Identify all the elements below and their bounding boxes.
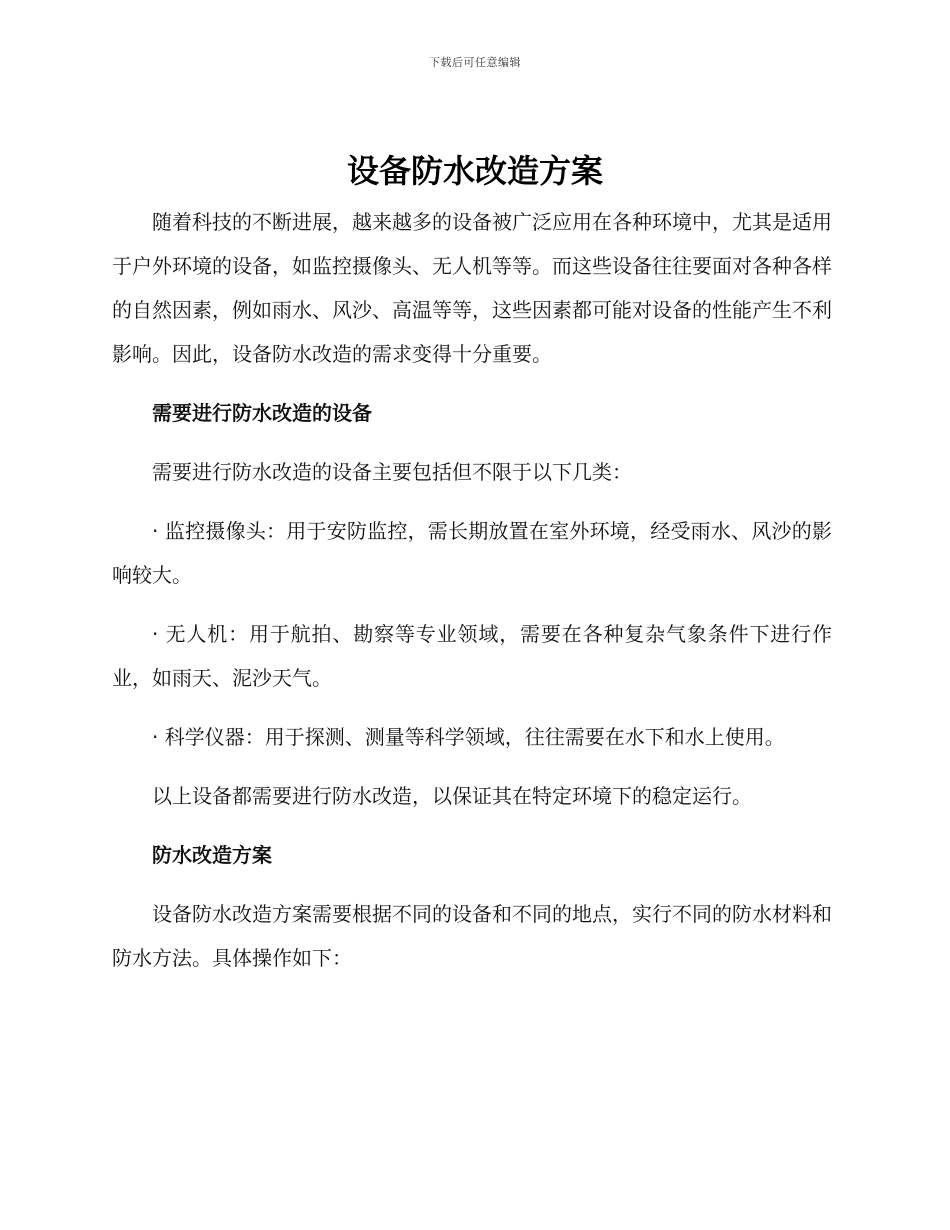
devices-lead-paragraph: 需要进行防水改造的设备主要包括但不限于以下几类： xyxy=(152,460,632,484)
devices-summary-paragraph: 以上设备都需要进行防水改造，以保证其在特定环境下的稳定运行。 xyxy=(152,784,752,808)
section-heading-plan: 防水改造方案 xyxy=(152,843,272,867)
spacer xyxy=(112,435,832,450)
list-item: · 监控摄像头：用于安防监控，需长期放置在室外环境，经受雨水、风沙的影响较大。 xyxy=(112,519,832,587)
document-title: 设备防水改造方案 xyxy=(346,152,603,190)
spacer xyxy=(112,494,832,509)
spacer xyxy=(112,597,832,612)
plan-lead-paragraph: 设备防水改造方案需要根据不同的设备和不同的地点，实行不同的防水材料和防水方法。具体操作如下： xyxy=(112,902,832,970)
list-item: · 无人机：用于航拍、勘察等专业领域，需要在各种复杂气象条件下进行作业，如雨天、泥沙天气。 xyxy=(112,622,832,690)
header-note: 下载后可任意编辑 xyxy=(429,56,521,69)
spacer xyxy=(112,877,832,892)
spacer xyxy=(112,376,832,391)
spacer xyxy=(112,759,832,774)
spacer xyxy=(112,700,832,715)
document-body xyxy=(112,200,832,980)
spacer xyxy=(112,818,832,833)
list-item: · 科学仪器：用于探测、测量等科学领域，往往需要在水下和水上使用。 xyxy=(152,725,785,749)
section-heading-devices: 需要进行防水改造的设备 xyxy=(152,401,372,425)
intro-paragraph: 随着科技的不断进展，越来越多的设备被广泛应用在各种环境中，尤其是适用于户外环境的设备，如监控摄像头、无人机等等。而这些设备往往要面对各种各样的自然因素，例如雨水、风沙、高温等等，这些因素都可能对设备的性能产生不利影响。因此，设备防水改造的需求变得十分重要。 xyxy=(112,210,832,366)
